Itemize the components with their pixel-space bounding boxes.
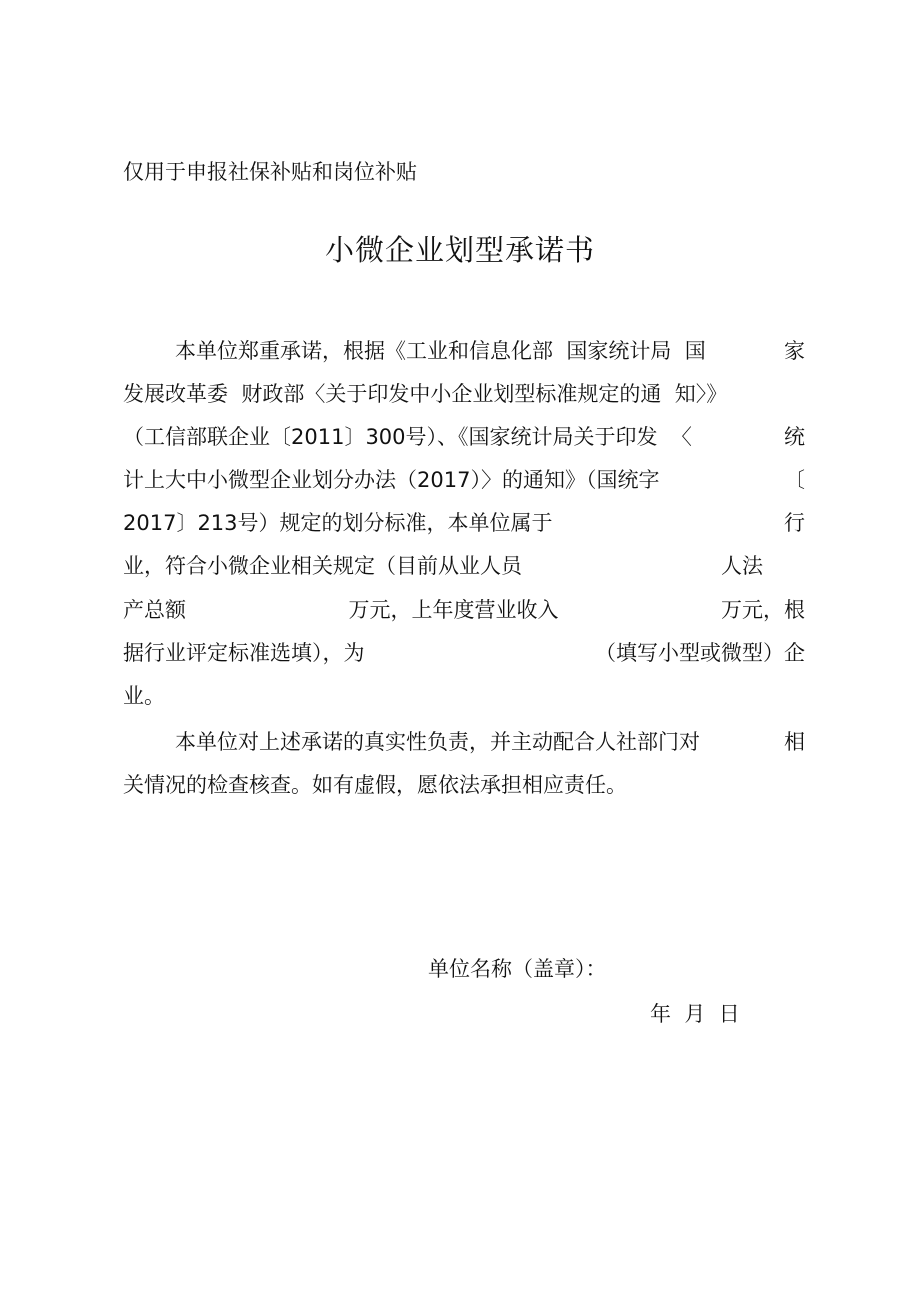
text-segment: 家 [784,339,805,363]
text-segment: 业，符合小微企业相关规定（目前从业人员 [123,554,522,578]
text-segment: 计上大中小微型企业划分办法（2017）〉的通知》（国统字 [123,468,660,492]
paragraph1-line7 [123,594,805,626]
text-segment: 万元，根 [721,598,805,622]
paragraph1-line9 [123,680,805,712]
paragraph2-line2 [123,769,805,801]
paragraph1-line5 [123,507,805,539]
text-segment: 人法 [721,554,763,578]
paragraph1-line6 [123,550,805,582]
text-segment: 2017〕213号）规定的划分标准，本单位属于 [123,511,553,535]
text-segment: 相 [784,730,805,754]
text-segment: 本单位郑重承诺，根据《工业和信息化部 国家统计局 国 [175,339,706,363]
paragraph1-line4 [123,464,805,496]
date-label: 年 月 日 [650,1002,740,1026]
text-segment: 〔 [784,468,805,492]
text-segment: 统 [784,425,805,449]
signature-label: 单位名称（盖章）： [428,957,607,981]
text-segment: 关情况的检查核查。如有虚假，愿依法承担相应责任。 [123,773,627,797]
paragraph1-line1 [175,335,805,367]
paragraph1-line2 [123,378,805,410]
text-segment: 业。 [123,684,165,708]
paragraph1-line8 [123,637,805,669]
paragraph1-line3 [123,421,805,453]
document-title: 小微企业划型承诺书 [324,233,595,267]
paragraph2-line1 [175,726,805,758]
usage-note: 仅用于申报社保补贴和岗位补贴 [123,160,417,184]
text-segment: 万元，上年度营业收入 [348,598,559,622]
text-segment: 发展改革委 财政部〈关于印发中小企业划型标准规定的通 知〉》 [123,382,728,406]
text-segment: 本单位对上述承诺的真实性负责，并主动配合人社部门对 [175,730,700,754]
text-segment: 据行业评定标准选填），为 [123,641,365,665]
text-segment: （工信部联企业〔2011〕300号）、《国家统计局关于印发 〈 [123,425,692,449]
text-segment: 行 [784,511,805,535]
text-segment: （填写小型或微型）企 [595,641,805,665]
text-segment: 产总额 [123,598,186,622]
